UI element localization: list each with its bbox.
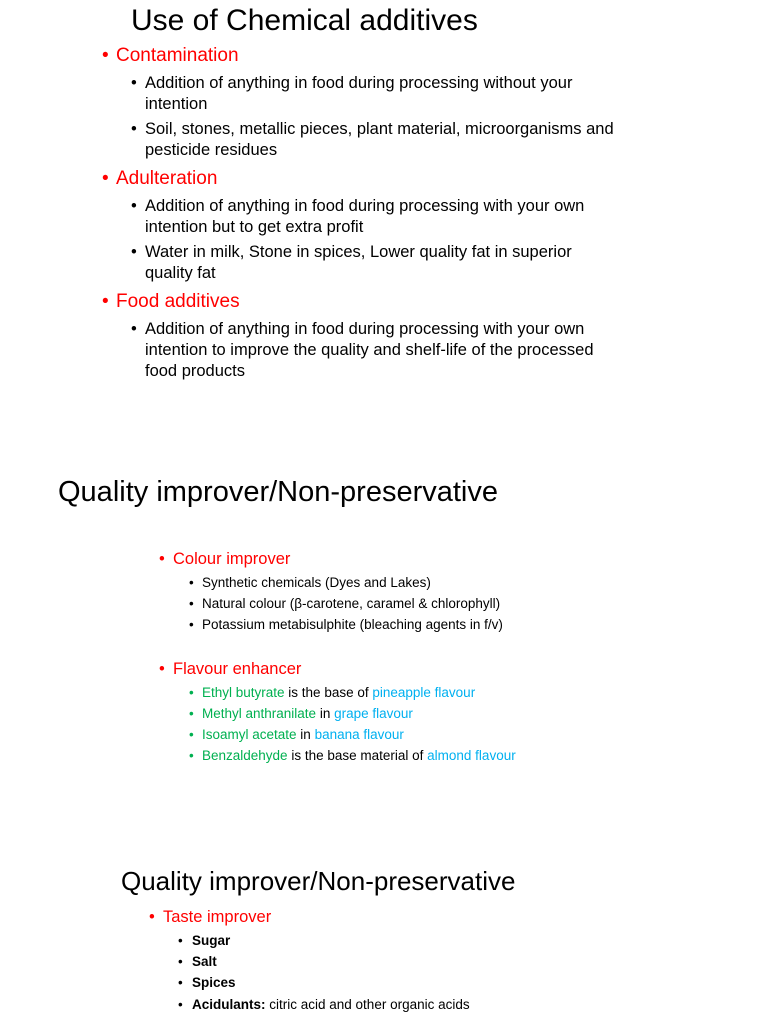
term: Acidulants: xyxy=(192,997,266,1012)
flavour-name: grape flavour xyxy=(334,706,413,721)
link-text: in xyxy=(296,727,315,742)
slide-title: Use of Chemical additives xyxy=(131,4,478,37)
chemical-name: Methyl anthranilate xyxy=(202,706,317,721)
link-text: is the base material of xyxy=(287,748,428,763)
chemical-name: Ethyl butyrate xyxy=(202,685,285,700)
taste-item-4 xyxy=(192,997,470,1012)
line: intention but to get extra profit xyxy=(145,218,364,236)
term: Spices xyxy=(192,975,236,990)
colour-item-3: • Potassium metabisulphite (bleaching agents in f/v) xyxy=(202,617,503,632)
colour-item-2: • Natural colour (β-carotene, caramel & chlorophyll) xyxy=(202,596,500,611)
heading-food-additives: • Food additives xyxy=(116,291,240,313)
slide-title: Quality improver/Non-preservative xyxy=(58,476,498,508)
link-text: is the base of xyxy=(284,685,373,700)
contamination-point-2 xyxy=(145,119,614,161)
line: quality fat xyxy=(145,264,216,282)
flavour-item-1 xyxy=(202,685,475,700)
heading-adulteration: • Adulteration xyxy=(116,168,217,190)
adulteration-point-1 xyxy=(145,196,584,238)
flavour-item-2 xyxy=(202,706,413,721)
slide-title: Quality improver/Non-preservative xyxy=(121,866,516,896)
chemical-name: Benzaldehyde xyxy=(202,748,288,763)
taste-item-1 xyxy=(192,933,230,948)
flavour-item-3 xyxy=(202,727,404,742)
chemical-name: Isoamyl acetate xyxy=(202,727,297,742)
term: Sugar xyxy=(192,933,231,948)
line: intention to improve the quality and shelf-life of the processed xyxy=(145,341,594,359)
link-text: in xyxy=(316,706,335,721)
adulteration-point-2 xyxy=(145,242,572,284)
heading-flavour-enhancer: • Flavour enhancer xyxy=(173,660,301,679)
contamination-point-1 xyxy=(145,73,572,115)
taste-item-3 xyxy=(192,975,236,990)
line: pesticide residues xyxy=(145,141,278,159)
flavour-item-4 xyxy=(202,748,516,763)
term: Salt xyxy=(192,954,217,969)
line: food products xyxy=(145,362,245,380)
heading-contamination: • Contamination xyxy=(116,45,239,67)
heading-colour-improver: • Colour improver xyxy=(173,550,290,569)
line: Water in milk, Stone in spices, Lower quality fat in superior xyxy=(145,243,572,261)
line: Addition of anything in food during processing without your xyxy=(145,74,573,92)
flavour-name: pineapple flavour xyxy=(372,685,476,700)
colour-item-1: • Synthetic chemicals (Dyes and Lakes) xyxy=(202,575,431,590)
line: Soil, stones, metallic pieces, plant material, microorganisms and xyxy=(145,120,614,138)
flavour-name: banana flavour xyxy=(314,727,404,742)
flavour-name: almond flavour xyxy=(427,748,516,763)
heading-taste-improver: • Taste improver xyxy=(163,908,271,927)
food-additives-point-1 xyxy=(145,319,594,382)
rest: citric acid and other organic acids xyxy=(265,997,470,1012)
line: Addition of anything in food during processing with your own xyxy=(145,197,585,215)
line: Addition of anything in food during processing with your own xyxy=(145,320,585,338)
taste-item-2 xyxy=(192,954,217,969)
line: intention xyxy=(145,95,208,113)
